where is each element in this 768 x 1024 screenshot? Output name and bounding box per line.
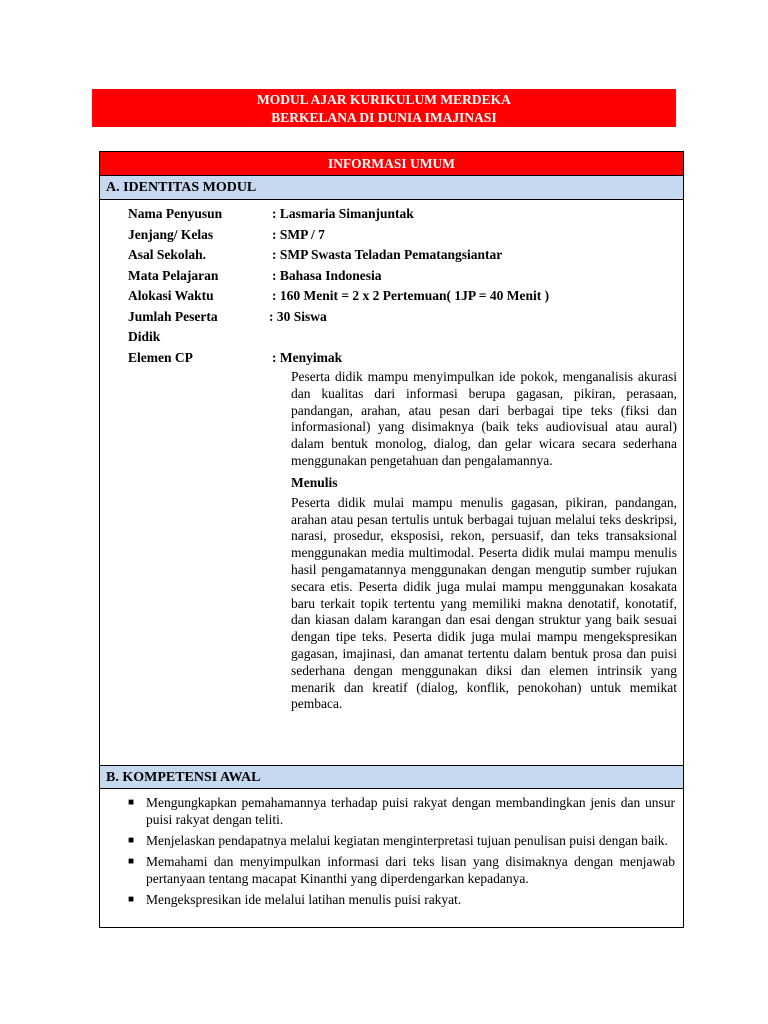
module-title-line2: BERKELANA DI DUNIA IMAJINASI xyxy=(271,110,497,125)
info-table xyxy=(99,151,684,928)
identity-value: : 160 Menit = 2 x 2 Pertemuan( 1JP = 40 Menit ) xyxy=(272,288,550,303)
bullet-icon: ■ xyxy=(128,856,135,867)
bullet-icon: ■ xyxy=(128,835,135,846)
list-item xyxy=(120,891,675,908)
list-item xyxy=(120,853,675,887)
info-umum-header: INFORMASI UMUM xyxy=(100,152,683,176)
competency-text: Menjelaskan pendapatnya melalui kegiatan menginterpretasi tujuan penulisan puisi dengan baik. xyxy=(146,833,668,848)
identity-value: : SMP / 7 xyxy=(272,226,325,242)
bullet-icon: ■ xyxy=(128,797,135,808)
identity-value: : 30 Siswa xyxy=(269,308,327,324)
module-title-line1: MODUL AJAR KURIKULUM MERDEKA xyxy=(257,92,511,107)
bullet-icon: ■ xyxy=(128,894,135,905)
cp-description xyxy=(291,369,677,713)
identity-label: Alokasi Waktu xyxy=(128,288,214,303)
identity-label: Jumlah Peserta xyxy=(128,308,218,324)
identity-label: Asal Sekolah. xyxy=(128,247,207,262)
list-item xyxy=(120,832,675,849)
identity-value: : SMP Swasta Teladan Pematangsiantar xyxy=(272,247,503,262)
section-kompetensi-awal: B. KOMPETENSI AWAL xyxy=(100,765,683,789)
identity-value: : Lasmaria Simanjuntak xyxy=(272,206,414,221)
identity-label: Jenjang/ Kelas xyxy=(128,226,214,242)
section-identitas-modul: A. IDENTITAS MODUL xyxy=(100,176,683,200)
identity-label: Didik xyxy=(128,329,161,344)
identity-value: : Bahasa Indonesia xyxy=(272,267,382,283)
identity-value: : Menyimak xyxy=(272,349,343,365)
cp-menulis-heading: Menulis xyxy=(291,474,338,490)
cp-menulis-text: Peserta didik mulai mampu menulis gagasan, pikiran, pandangan, arahan atau pesan tertulis untuk berbagai tujuan melalui teks deskripsi, narasi, prosedur, eksposisi, rekon, persuasif, dan teks transaksional menggunakan media multimodal. Peserta didik mulai mampu menulis hasil pengamatannya menggunakan dengan mengutip sumber rujukan secara etis. Peserta didik juga mulai mampu menggunakan kosakata baru terkait topik tertentu yang memiliki makna denotatif, konotatif, dan kiasan dalam karangan dan esai dengan struktur yang baik sesuai dengan tipe teks. Peserta didik juga mulai mampu mengekspresikan gagasan, imajinasi, dan amanat tertentu dalam bentuk prosa dan puisi sederhana dengan menggunakan diksi dan elemen intrinsik yang menarik dan kreatif (dialog, konflik, penokohan) untuk memikat pembaca. xyxy=(291,494,677,712)
identity-label: Elemen CP xyxy=(128,349,193,365)
module-title-banner xyxy=(92,89,676,127)
competency-text: Mengungkapkan pemahamannya terhadap puisi rakyat dengan membandingkan jenis dan unsur puisi rakyat dengan teliti. xyxy=(146,795,675,827)
cp-menyimak-text: Peserta didik mampu menyimpulkan ide pokok, menganalisis akurasi dan kualitas dari informasi berupa gagasan, pikiran, perasaan, pandangan, arahan, atau pesan dari berbagai tipe teks (fiksi dan informasional) yang disimaknya (baik teks audiovisual atau aural) dalam bentuk monolog, dialog, dan gelar wicara secara sederhana menggunakan pengetahuan dan pengalamannya. xyxy=(291,369,677,468)
identity-label: Nama Penyusun xyxy=(128,206,223,221)
competency-text: Memahami dan menyimpulkan informasi dari teks lisan yang disimaknya dengan menjawab pertanyaan tentang macapat Kinanthi yang diperdengarkan kepadanya. xyxy=(146,854,675,886)
identity-label: Mata Pelajaran xyxy=(128,267,219,283)
competency-text: Mengekspresikan ide melalui latihan menulis puisi rakyat. xyxy=(146,892,462,907)
competency-list xyxy=(120,794,675,912)
list-item xyxy=(120,794,675,828)
